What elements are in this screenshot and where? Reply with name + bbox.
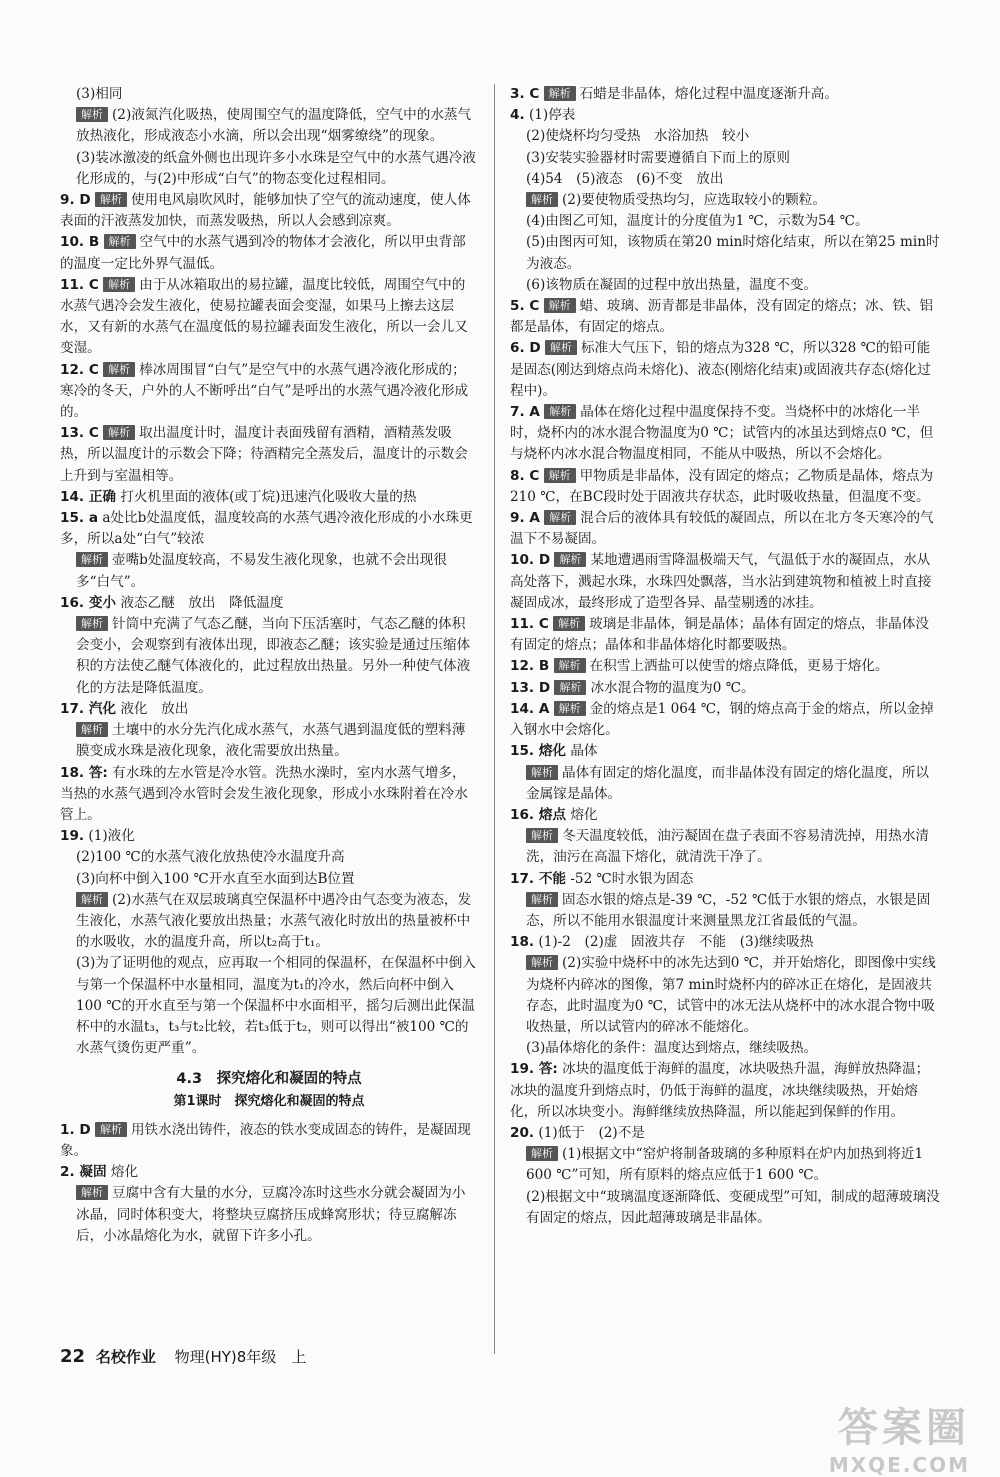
answer-text: 熔化: [110, 1164, 139, 1181]
question-number: 8. C: [510, 467, 540, 484]
watermark: [829, 1396, 970, 1477]
answer-text: (2)根据文中“玻璃温度逐渐降低、变硬成型”可知，制成的超薄玻璃没有固定的熔点，因此超薄玻璃是非晶体。: [526, 1188, 940, 1226]
subject-label: 物理(HY)8年级 上: [174, 1348, 307, 1366]
answer-block: [510, 1038, 940, 1059]
answer-block: [60, 508, 478, 550]
answer-text: 熔化: [570, 806, 598, 823]
analysis-tag: 解析: [76, 616, 108, 631]
answer-text: 甲物质是非晶体，没有固定的熔点；乙物质是晶体，熔点为210 ℃，在BC段时处于固液共存状态，此时吸收热量，但温度不变。: [510, 467, 934, 505]
analysis-tag: 解析: [554, 701, 586, 716]
answer-text: (3)向杯中倒入100 ℃开水直至水面到达B位置: [76, 870, 355, 887]
question-number: 13. D: [510, 679, 551, 696]
answer-text: (3)为了证明他的观点，应再取一个相同的保温杯，在保温杯中倒入与第一个保温杯中水量相同，温度为t₁的冷水，然后向杯中倒入100 ℃的开水直至与第一个保温杯中水面相平，摇匀后测出此保温杯中的水温t₃，t₃与t₂比较，若t₃低于t₂，则可以得出“被100 ℃的水蒸气烫伤更严重”。: [76, 955, 476, 1057]
answer-text: (2)要使物质受热均匀，应选取较小的颗粒。: [562, 192, 826, 209]
answer-text: (1)低于 (2)不是: [538, 1124, 645, 1141]
brand-name: 名校作业: [95, 1348, 156, 1366]
answer-block: [60, 847, 478, 868]
answer-block: [510, 1059, 940, 1123]
answer-block: [510, 1123, 940, 1144]
answer-block: [510, 232, 940, 274]
answer-text: 液化 放出: [120, 700, 189, 717]
answer-text: (2)液氮汽化吸热，使周围空气的温度降低，空气中的水蒸气放热液化，形成液态小水滴，所以会出现“烟雾缭绕”的现象。: [76, 107, 472, 145]
answer-block: [510, 126, 940, 147]
answer-text: 标准大气压下，铅的熔点为328 ℃，所以328 ℃的铅可能是固态(刚达到熔点尚未熔化)、液态(刚熔化结束)或固液共存态(熔化过程中)。: [510, 340, 931, 399]
question-number: 17. 汽化: [60, 700, 117, 717]
answer-block: [510, 805, 940, 826]
answer-text: 某地遭遇雨雪降温极端天气，气温低于水的凝固点，水从高处落下，溅起水珠，水珠四处飘落，当水沾到建筑物和植被上时直接凝固成冰，最终形成了造型各异、晶莹剔透的冰挂。: [510, 552, 932, 611]
question-number: 17. 不能: [510, 870, 567, 887]
analysis-tag: 解析: [103, 425, 135, 440]
answer-block: [510, 1144, 940, 1186]
answer-block: [60, 890, 478, 954]
left-column: [60, 84, 478, 1247]
answer-text: (3)安装实验器材时需要遵循自下而上的原则: [526, 149, 790, 166]
answer-block: [60, 487, 478, 508]
answer-text: 冰块的温度低于海鲜的温度，冰块吸热升温，海鲜放热降温；冰块的温度升到熔点时，仍低于海鲜的温度，冰块继续吸热，开始熔化，所以冰块变小。海鲜继续放热降温，所以能起到保鲜的作用。: [510, 1061, 930, 1120]
question-number: 4.: [510, 107, 525, 124]
right-column: [510, 84, 940, 1229]
question-number: 2. 凝固: [60, 1164, 107, 1181]
answer-block: [510, 953, 940, 1038]
watermark-url: MXQE.COM: [828, 1453, 970, 1477]
analysis-tag: 解析: [76, 892, 108, 907]
answer-text: (3)装冰激凌的纸盒外侧也出现许多小水珠是空气中的水蒸气遇冷液化形成的，与(2)中形成“白气”的物态变化过程相同。: [76, 149, 476, 187]
question-number: 16. 熔点: [510, 806, 567, 823]
answer-block: [60, 763, 478, 827]
analysis-tag: 解析: [103, 362, 135, 377]
question-number: 15. 熔化: [510, 743, 567, 760]
answer-text: 混合后的液体具有较低的凝固点，所以在北方冬天寒冷的气温下不易凝固。: [510, 510, 934, 548]
answer-block: [510, 678, 940, 699]
analysis-tag: 解析: [76, 107, 108, 122]
answer-text: 液态乙醚 放出 降低温度: [120, 594, 284, 611]
question-number: 13. C: [60, 425, 99, 442]
answer-block: [510, 338, 940, 402]
answer-text: (1)液化: [88, 828, 135, 845]
answer-text: 针筒中充满了气态乙醚，当向下压活塞时，气态乙醚的体积会变小，会观察到有液体出现，即液态乙醚；该实验是通过压缩体积的方法使乙醚气体液化的，此过程放出热量。另外一种使气体液化的方法是降低温度。: [76, 616, 471, 696]
question-number: 6. D: [510, 340, 541, 357]
answer-block: [510, 190, 940, 211]
question-number: 1. D: [60, 1121, 91, 1138]
column-divider: [494, 84, 495, 1354]
analysis-tag: 解析: [95, 192, 127, 207]
analysis-tag: 解析: [544, 404, 576, 419]
answer-block: [60, 550, 478, 592]
page-footer: [60, 1346, 306, 1367]
answer-block: [510, 550, 940, 614]
question-number: 12. C: [60, 361, 99, 378]
analysis-tag: 解析: [544, 468, 576, 483]
question-number: 18.: [510, 934, 535, 951]
answer-block: [510, 275, 940, 296]
answer-block: [510, 402, 940, 466]
answer-text: 土壤中的水分先汽化成水蒸气，水蒸气遇到温度低的塑料薄膜变成水珠是液化现象，液化需要放出热量。: [76, 722, 466, 760]
answer-block: [60, 190, 478, 232]
answer-block: [60, 1120, 478, 1162]
answer-text: 玻璃是非晶体，铜是晶体；晶体有固定的熔点，非晶体没有固定的熔点；晶体和非晶体熔化时都要吸热。: [510, 616, 929, 654]
question-number: 9. A: [510, 510, 540, 527]
answer-text: 晶体有固定的熔化温度，而非晶体没有固定的熔化温度，所以金属镓是晶体。: [526, 764, 930, 802]
answer-text: (2)100 ℃的水蒸气液化放热使冷水温度升高: [76, 849, 345, 866]
analysis-tag: 解析: [526, 828, 558, 843]
answer-block: [510, 169, 940, 190]
answer-block: [60, 423, 478, 487]
answer-text: (1)-2 (2)虚 固液共存 不能 (3)继续吸热: [538, 934, 814, 951]
answer-block: [60, 84, 478, 105]
answer-text: 使用电风扇吹风时，能够加快了空气的流动速度，使人体表面的汗液蒸发加快，而蒸发吸热，所以人会感到凉爽。: [60, 192, 471, 230]
answer-text: 石蜡是非晶体，熔化过程中温度逐渐升高。: [579, 86, 838, 102]
answer-block: [510, 869, 940, 890]
answer-block: [60, 232, 478, 274]
analysis-tag: 解析: [104, 234, 136, 249]
answer-block: [60, 105, 478, 147]
answer-text: 用铁水浇出铸件，液态的铁水变成固态的铸件，是凝固现象。: [60, 1121, 471, 1159]
analysis-tag: 解析: [545, 340, 577, 355]
analysis-tag: 解析: [526, 892, 558, 907]
answer-block: [60, 720, 478, 762]
question-number: 18. 答:: [60, 764, 108, 781]
answer-text: 在积雪上洒盐可以使雪的熔点降低，更易于熔化。: [589, 658, 889, 675]
left-answer-list: [60, 84, 478, 1059]
answer-text: 由于从冰箱取出的易拉罐，温度比较低，周围空气中的水蒸气遇冷会发生液化，使易拉罐表面会变湿，如果马上擦去这层水，又有新的水蒸气在温度低的易拉罐表面发生液化，所以一会儿又变湿。: [60, 276, 468, 357]
answer-block: [60, 148, 478, 190]
answer-text: -52 ℃时水银为固态: [570, 870, 694, 887]
answer-text: (2)使烧杯均匀受热 水浴加热 较小: [526, 128, 750, 145]
answer-block: [510, 699, 940, 741]
answer-text: (5)由图丙可知，该物质在第20 min时熔化结束，所以在第25 min时为液态。: [526, 234, 940, 272]
question-number: 11. C: [60, 276, 99, 293]
question-number: 19.: [60, 828, 85, 845]
answer-text: 金的熔点是1 064 ℃，钢的熔点高于金的熔点，所以金掉入钢水中会熔化。: [510, 700, 934, 739]
question-number: 9. D: [60, 192, 91, 209]
answer-block: [510, 614, 940, 656]
analysis-tag: 解析: [554, 552, 586, 567]
answer-text: 棒冰周围冒“白气”是空气中的水蒸气遇冷液化形成的；寒冷的冬天，户外的人不断呼出“白气”是呼出的水蒸气遇冷液化形成的。: [60, 361, 469, 421]
answer-text: (2)实验中烧杯中的冰先达到0 ℃，并开始熔化，即图像中实线为烧杯内碎冰的图像，第7 min时烧杯内的碎冰正在熔化，是固液共存态，此时温度为0 ℃，试管中的冰无法从烧杯中的冰水混合物中吸收热量，所以试管内的碎冰不能熔化。: [526, 955, 936, 1035]
analysis-tag: 解析: [554, 680, 586, 695]
analysis-tag: 解析: [544, 298, 576, 313]
answer-text: (3)相同: [76, 86, 123, 102]
answer-block: [60, 1183, 478, 1247]
answer-text: 固态水银的熔点是-39 ℃，-52 ℃低于水银的熔点，水银是固态，所以不能用水银温度计来测量黑龙江省最低的气温。: [526, 891, 931, 929]
answer-text: 有水珠的左水管是冷水管。洗热水澡时，室内水蒸气增多，当热的水蒸气遇到冷水管时会发生液化现象，形成小水珠附着在冷水管上。: [60, 764, 468, 823]
question-number: 3. C: [510, 86, 540, 102]
question-number: 20.: [510, 1124, 535, 1141]
question-number: 5. C: [510, 298, 540, 315]
answer-text: (1)根据文中“窑炉将制备玻璃的多种原料在炉内加热到将近1 600 ℃”可知，所有原料的熔点应低于1 600 ℃。: [526, 1146, 924, 1184]
answer-text: (4)54 (5)液态 (6)不变 放出: [526, 170, 724, 187]
answer-text: (4)由图乙可知，温度计的分度值为1 ℃，示数为54 ℃。: [526, 213, 869, 230]
question-number: 12. B: [510, 658, 550, 675]
question-number: 16. 变小: [60, 594, 117, 611]
analysis-tag: 解析: [526, 1146, 558, 1161]
answer-block: [60, 869, 478, 890]
answer-text: (3)晶体熔化的条件：温度达到熔点，继续吸热。: [526, 1040, 818, 1057]
left-answer-list-2: [60, 1120, 478, 1247]
answer-block: [510, 763, 940, 805]
answer-block: [510, 296, 940, 338]
analysis-tag: 解析: [526, 765, 558, 780]
answer-text: 晶体: [570, 743, 598, 760]
answer-text: a处比b处温度低，温度较高的水蒸气遇冷液化形成的小水珠更多，所以a处“白气”较浓: [60, 510, 473, 548]
answer-block: [510, 656, 940, 677]
answer-block: [510, 84, 940, 105]
question-number: 7. A: [510, 404, 540, 421]
answer-text: 冰水混合物的温度为0 ℃。: [590, 679, 755, 696]
watermark-text: 答案圈: [838, 1405, 970, 1451]
analysis-tag: 解析: [76, 1185, 108, 1200]
answer-block: [60, 953, 478, 1059]
question-number: 19. 答:: [510, 1061, 558, 1078]
answer-block: [60, 360, 478, 424]
answer-block: [510, 508, 940, 550]
answer-text: 打火机里面的液体(或丁烷)迅速汽化吸收大量的热: [120, 488, 417, 505]
answer-block: [510, 741, 940, 762]
analysis-tag: 解析: [76, 722, 108, 737]
answer-block: [60, 614, 478, 699]
answer-text: 壶嘴b处温度较高，不易发生液化现象，也就不会出现很多“白气”。: [76, 552, 447, 590]
page-number: 22: [60, 1346, 86, 1367]
answer-block: [510, 148, 940, 169]
answer-block: [510, 1187, 940, 1229]
question-number: 10. D: [510, 552, 551, 569]
answer-text: 取出温度计时，温度计表面残留有酒精，酒精蒸发吸热，所以温度计的示数会下降；待酒精完全蒸发后，温度计的示数会上升到与室温相等。: [60, 425, 468, 484]
question-number: 14. 正确: [60, 488, 117, 505]
section-title: 4.3 探究熔化和凝固的特点: [176, 1071, 362, 1088]
analysis-tag: 解析: [103, 277, 135, 292]
answer-text: 空气中的水蒸气遇到冷的物体才会液化，所以甲虫背部的温度一定比外界气温低。: [60, 234, 466, 272]
question-number: 11. C: [510, 616, 549, 633]
answer-block: [510, 211, 940, 232]
answer-block: [510, 932, 940, 953]
analysis-tag: 解析: [95, 1122, 127, 1137]
question-number: 10. B: [60, 234, 100, 251]
analysis-tag: 解析: [544, 510, 576, 525]
answer-block: [60, 826, 478, 847]
answer-block: [510, 826, 940, 868]
analysis-tag: 解析: [526, 192, 558, 207]
analysis-tag: 解析: [526, 955, 558, 970]
answer-text: 蜡、玻璃、沥青都是非晶体，没有固定的熔点；冰、铁、铝都是晶体，有固定的熔点。: [510, 298, 934, 336]
answer-text: 豆腐中含有大量的水分，豆腐冷冻时这些水分就会凝固为小冰晶，同时体积变大，将整块豆腐挤压成蜂窝形状；待豆腐解冻后，小冰晶熔化为水，就留下许多小孔。: [76, 1185, 466, 1244]
answer-text: 冬天温度较低，油污凝固在盘子表面不容易清洗掉，用热水清洗，油污在高温下熔化，就清洗干净了。: [526, 828, 930, 866]
section-subtitle: 第1课时 探究熔化和凝固的特点: [173, 1093, 365, 1109]
question-number: 15. a: [60, 510, 98, 527]
answer-text: (1)停表: [528, 107, 576, 124]
answer-text: 晶体在熔化过程中温度保持不变。当烧杯中的冰熔化一半时，烧杯内的冰水混合物温度为0 ℃；试管内的冰虽达到熔点0 ℃，但与烧杯内冰水混合物温度相同，不能从中吸热，所以不会熔化。: [510, 404, 934, 463]
analysis-tag: 解析: [553, 616, 585, 631]
right-answer-list: [510, 84, 940, 1229]
answer-text: (2)水蒸气在双层玻璃真空保温杯中遇冷由气态变为液态，发生液化，水蒸气液化要放出热量；水蒸气液化时放出的热量被杯中的水吸收，水的温度升高，所以t₂高于t₁。: [76, 891, 472, 951]
answer-block: [60, 593, 478, 614]
answer-block: [60, 275, 478, 360]
analysis-tag: 解析: [76, 552, 108, 567]
answer-block: [510, 890, 940, 932]
analysis-tag: 解析: [554, 658, 586, 673]
answer-block: [510, 466, 940, 508]
answer-block: [60, 1162, 478, 1183]
analysis-tag: 解析: [544, 86, 576, 101]
answer-block: [510, 105, 940, 126]
question-number: 14. A: [510, 700, 550, 717]
answer-block: [60, 699, 478, 720]
answer-text: (6)该物质在凝固的过程中放出热量，温度不变。: [526, 276, 818, 293]
